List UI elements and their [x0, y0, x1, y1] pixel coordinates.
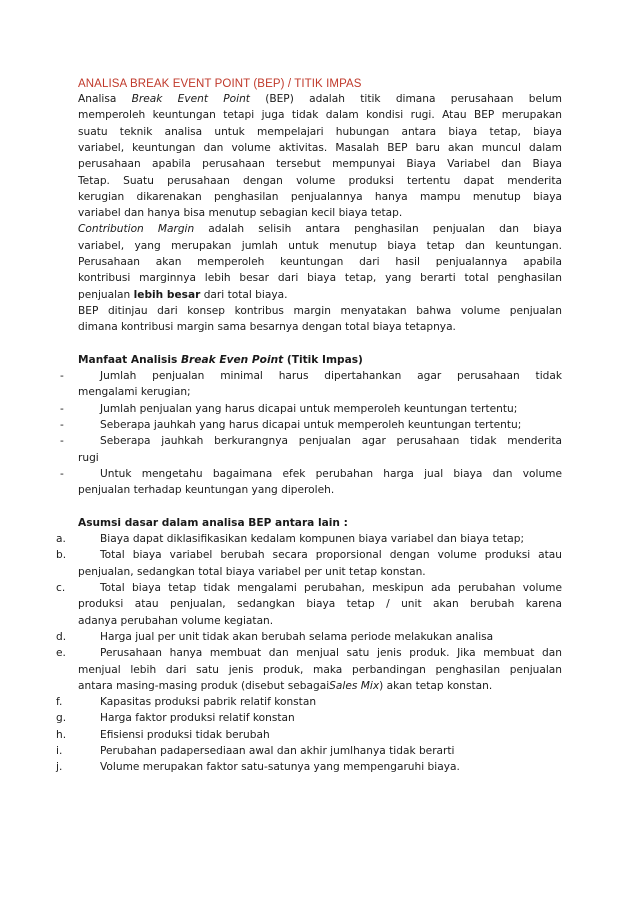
list-item-line: rugi	[78, 451, 99, 464]
italic-term: Break Even Point	[180, 353, 284, 366]
list-item-line	[78, 678, 492, 694]
list-marker: -	[60, 402, 64, 415]
paragraph-line	[78, 221, 562, 237]
list-item-line	[78, 743, 455, 759]
paragraph-line: variabel, yang merupakan jumlah untuk menutup biaya tetap dan keuntungan.	[78, 239, 562, 252]
paragraph-line: dimana kontribusi margin sama besarnya dengan total biaya tetapnya.	[78, 321, 456, 334]
paragraph-line: variabel, keuntungan dan volume aktivitas. Masalah BEP baru akan muncul dalam	[78, 141, 562, 154]
text-run: Perusahaan hanya membuat dan menjual satu jenis produk. Jika membuat dan	[100, 647, 562, 660]
paragraph-line: perusahaan apabila perusahaan tersebut mempunyai Biaya Variabel dan Biaya	[78, 158, 562, 171]
text-run: ) akan tetap konstan.	[379, 679, 493, 692]
list-item-line	[78, 417, 521, 433]
list-item-line: produksi atau penjualan, sedangkan biaya tetap / unit akan berubah karena	[78, 598, 562, 611]
italic-term: Contribution Margin	[78, 223, 195, 236]
list-marker: c.	[56, 582, 66, 594]
section-heading-asumsi: Asumsi dasar dalam analisa BEP antara lain :	[78, 516, 348, 529]
list-item-line	[78, 433, 562, 449]
list-item-line	[78, 645, 562, 661]
list-item-line	[78, 759, 460, 775]
list-item-line: penjualan terhadap keuntungan yang diperoleh.	[78, 484, 335, 497]
list-marker: f.	[56, 696, 63, 709]
list-marker: -	[60, 467, 64, 480]
bold-term: lebih besar	[133, 288, 201, 301]
list-item-line	[78, 401, 517, 417]
text-run: Total biaya variabel berubah secara proporsional dengan volume produksi atau	[100, 549, 562, 562]
text-run: Untuk mengetahu bagaimana efek perubahan harga jual biaya dan volume	[100, 467, 562, 480]
text-run: Total biaya tetap tidak mengalami perubahan, meskipun ada perubahan volume	[100, 582, 562, 594]
text-run: Manfaat Analisis	[78, 353, 181, 366]
list-item-line	[78, 710, 295, 726]
list-marker: -	[60, 419, 64, 431]
text-run: Jumlah penjualan yang harus dicapai untuk memperoleh keuntungan tertentu;	[100, 402, 518, 415]
document-title: ANALISA BREAK EVENT POINT (BEP) / TITIK IMPAS	[78, 78, 362, 90]
text-run: Seberapa jauhkah berkurangnya penjualan agar perusahaan tidak menderita	[100, 435, 562, 448]
text-run: antara masing-masing produk (disebut sebagai	[78, 679, 330, 692]
list-marker: i.	[56, 745, 63, 757]
paragraph-line: kerugian dikarenakan penghasilan penjualannya hanya mampu menutup biaya	[78, 190, 562, 203]
text-run: dari total biaya.	[200, 288, 288, 301]
text-run: Analisa	[78, 93, 132, 105]
paragraph-line: kontribusi marginnya lebih besar dari biaya tetap, yang berarti total penghasilan	[78, 272, 562, 285]
list-item-line	[78, 694, 316, 710]
italic-term: Break Event Point	[131, 93, 250, 105]
list-item-line	[78, 531, 524, 547]
list-item-line	[78, 580, 562, 596]
paragraph-line: variabel dan hanya bisa menutup sebagian kecil biaya tetap.	[78, 207, 403, 220]
list-marker: -	[60, 435, 64, 448]
list-marker: a.	[56, 533, 66, 546]
paragraph-line: Tetap. Suatu perusahaan dengan volume produksi tertentu dapat menderita	[78, 174, 562, 187]
list-item-line	[78, 629, 493, 645]
text-run: Seberapa jauhkah yang harus dicapai untuk memperoleh keuntungan tertentu;	[100, 419, 522, 431]
list-marker: e.	[56, 647, 66, 660]
text-run: (Titik Impas)	[283, 353, 363, 366]
list-item-line	[78, 466, 562, 482]
list-item-line: mengalami kerugian;	[78, 386, 191, 399]
text-run: Jumlah penjualan minimal harus dipertahankan agar perusahaan tidak	[100, 370, 562, 383]
section-heading-manfaat	[78, 352, 363, 368]
text-run: Biaya dapat diklasifikasikan kedalam kompunen biaya variabel dan biaya tetap;	[100, 533, 525, 546]
paragraph-line: Perusahaan akan memperoleh keuntungan dari hasil penjualannya apabila	[78, 256, 562, 268]
paragraph-line: memperoleh keuntungan tetapi juga tidak dalam kondisi rugi. Atau BEP merupakan	[78, 109, 562, 122]
list-marker: j.	[56, 761, 63, 774]
list-item-line: penjualan, sedangkan total biaya variabel per unit tetap konstan.	[78, 565, 426, 578]
text-run: Perubahan padapersediaan awal dan akhir jumlhanya tidak berarti	[100, 745, 455, 757]
text-run: Harga jual per unit tidak akan berubah selama periode melakukan analisa	[100, 630, 494, 643]
text-run: Kapasitas produksi pabrik relatif konstan	[100, 696, 317, 709]
list-marker: h.	[56, 728, 67, 741]
list-item-line	[78, 368, 562, 384]
italic-term: Sales Mix	[329, 679, 380, 692]
list-marker: -	[60, 370, 64, 383]
list-item-line: menjual lebih dari satu jenis produk, maka perbandingan penghasilan penjualan	[78, 663, 562, 676]
text-run: penjualan	[78, 288, 134, 301]
paragraph-line: BEP ditinjau dari konsep kontribus margin menyatakan bahwa volume penjualan	[78, 304, 562, 317]
list-marker: d.	[56, 630, 67, 643]
text-run: adalah selisih antara penghasilan penjualan dan biaya	[194, 223, 562, 236]
text-run: Volume merupakan faktor satu-satunya yang mempengaruhi biaya.	[100, 761, 460, 774]
list-item-line	[78, 727, 270, 743]
text-run: Harga faktor produksi relatif konstan	[100, 712, 295, 725]
paragraph-line: suatu teknik analisa untuk mempelajari hubungan antara biaya tetap, biaya	[78, 125, 562, 138]
text-run: (BEP) adalah titik dimana perusahaan belum	[249, 93, 562, 105]
list-marker: b.	[56, 549, 67, 562]
list-item-line: adanya perubahan volume kegiatan.	[78, 614, 274, 627]
list-marker: g.	[56, 712, 67, 725]
text-run: Efisiensi produksi tidak berubah	[100, 728, 270, 741]
paragraph-line	[78, 91, 562, 107]
paragraph-line	[78, 287, 287, 303]
list-item-line	[78, 547, 562, 563]
